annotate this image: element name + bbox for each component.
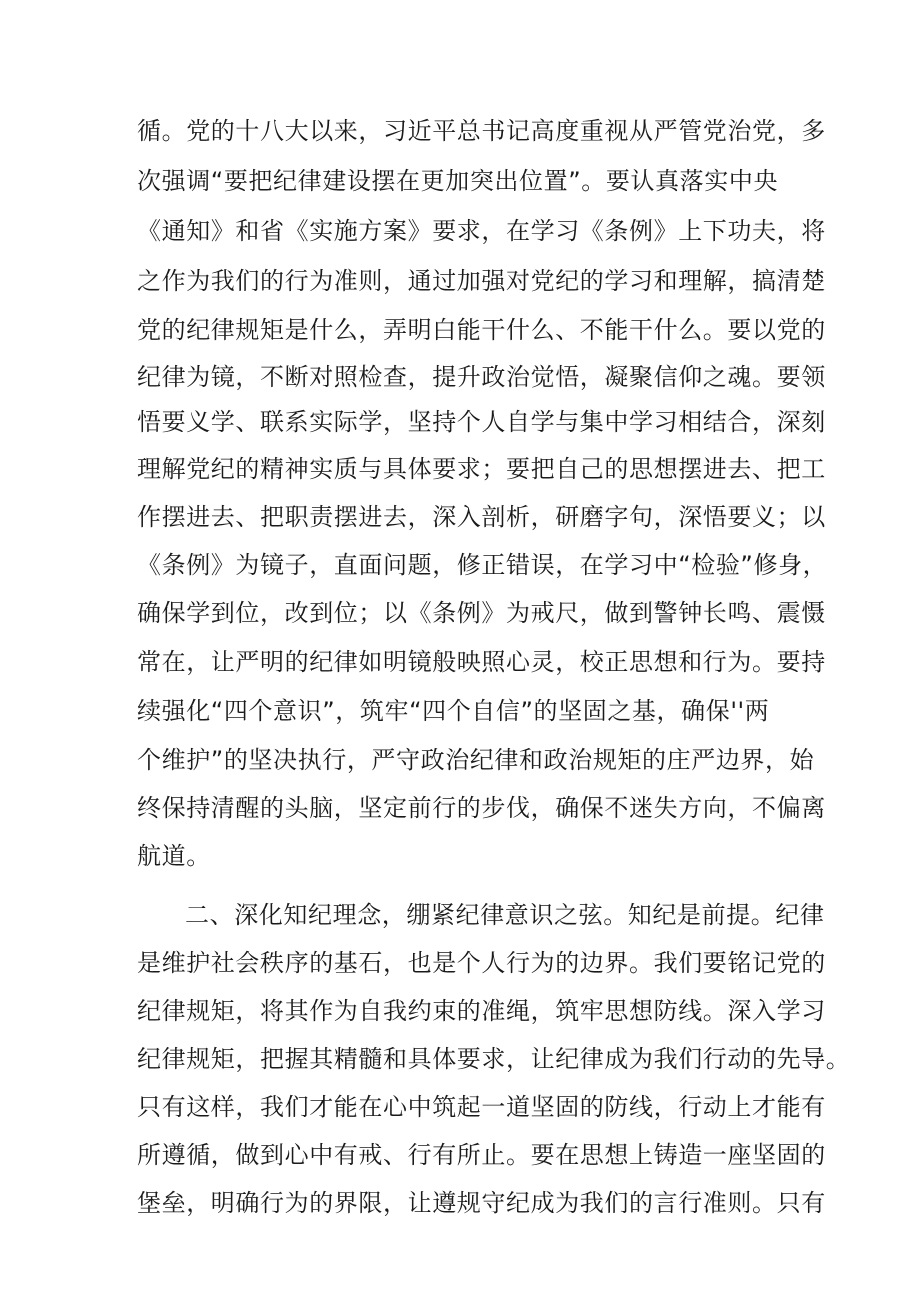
paragraph-1-line-15: 终保持清醒的头脑，坚定前行的步伐，确保不迷失方向，不偏离 bbox=[137, 794, 826, 822]
paragraph-1-line-10: 《条例》为镜子，直面问题，修正错误，在学习中“检验”修身， bbox=[137, 551, 828, 579]
paragraph-1-line-9: 作摆进去、把职责摆进去，深入剖析，研磨字句，深悟要义；以 bbox=[137, 503, 826, 531]
paragraph-2-line-5: 只有这样，我们才能在心中筑起一道坚固的防线，行动上才能有 bbox=[137, 1093, 826, 1121]
paragraph-2-line-4: 纪律规矩，把握其精髓和具体要求，让纪律成为我们行动的先导。 bbox=[137, 1045, 851, 1073]
paragraph-1-line-13: 续强化“四个意识”，筑牢“四个自信”的坚固之基，确保''两 bbox=[137, 697, 770, 725]
paragraph-2-line-6: 所遵循，做到心中有戒、行有所止。要在思想上铸造一座坚固的 bbox=[137, 1141, 826, 1169]
paragraph-1-line-2: 次强调“要把纪律建设摆在更加突出位置”。要认真落实中央 bbox=[137, 167, 779, 195]
paragraph-1-line-6: 纪律为镜，不断对照检查，提升政治觉悟，凝聚信仰之魂。要领 bbox=[137, 363, 826, 391]
paragraph-2-line-7: 堡垒，明确行为的界限，让遵规守纪成为我们的言行准则。只有 bbox=[137, 1189, 826, 1217]
paragraph-2-line-1: 二、深化知纪理念，绷紧纪律意识之弦。知纪是前提。纪律 bbox=[185, 901, 825, 929]
paragraph-1-line-16: 航道。 bbox=[137, 842, 211, 870]
paragraph-1-line-14: 个维护”的坚决执行，严守政治纪律和政治规矩的庄严边界，始 bbox=[137, 746, 815, 774]
paragraph-1-line-7: 悟要义学、联系实际学，坚持个人自学与集中学习相结合，深刻 bbox=[137, 408, 826, 436]
paragraph-2-line-3: 纪律规矩，将其作为自我约束的准绳，筑牢思想防线。深入学习 bbox=[137, 997, 826, 1025]
paragraph-1-line-8: 理解党纪的精神实质与具体要求；要把自己的思想摆进去、把工 bbox=[137, 455, 826, 483]
paragraph-1-line-4: 之作为我们的行为准则，通过加强对党纪的学习和理解，搞清楚 bbox=[137, 267, 826, 295]
paragraph-1-line-5: 党的纪律规矩是什么，弄明白能干什么、不能干什么。要以党的 bbox=[137, 316, 826, 344]
paragraph-1-line-1: 循。党的十八大以来，习近平总书记高度重视从严管党治党，多 bbox=[137, 117, 826, 145]
paragraph-1-line-12: 常在，让严明的纪律如明镜般映照心灵，校正思想和行为。要持 bbox=[137, 648, 826, 676]
paragraph-2-line-2: 是维护社会秩序的基石，也是个人行为的边界。我们要铭记党的 bbox=[137, 949, 826, 977]
paragraph-1-line-11: 确保学到位，改到位；以《条例》为戒尺，做到警钟长鸣、震慑 bbox=[137, 599, 826, 627]
paragraph-1-line-3: 《通知》和省《实施方案》要求，在学习《条例》上下功夫，将 bbox=[137, 217, 826, 245]
